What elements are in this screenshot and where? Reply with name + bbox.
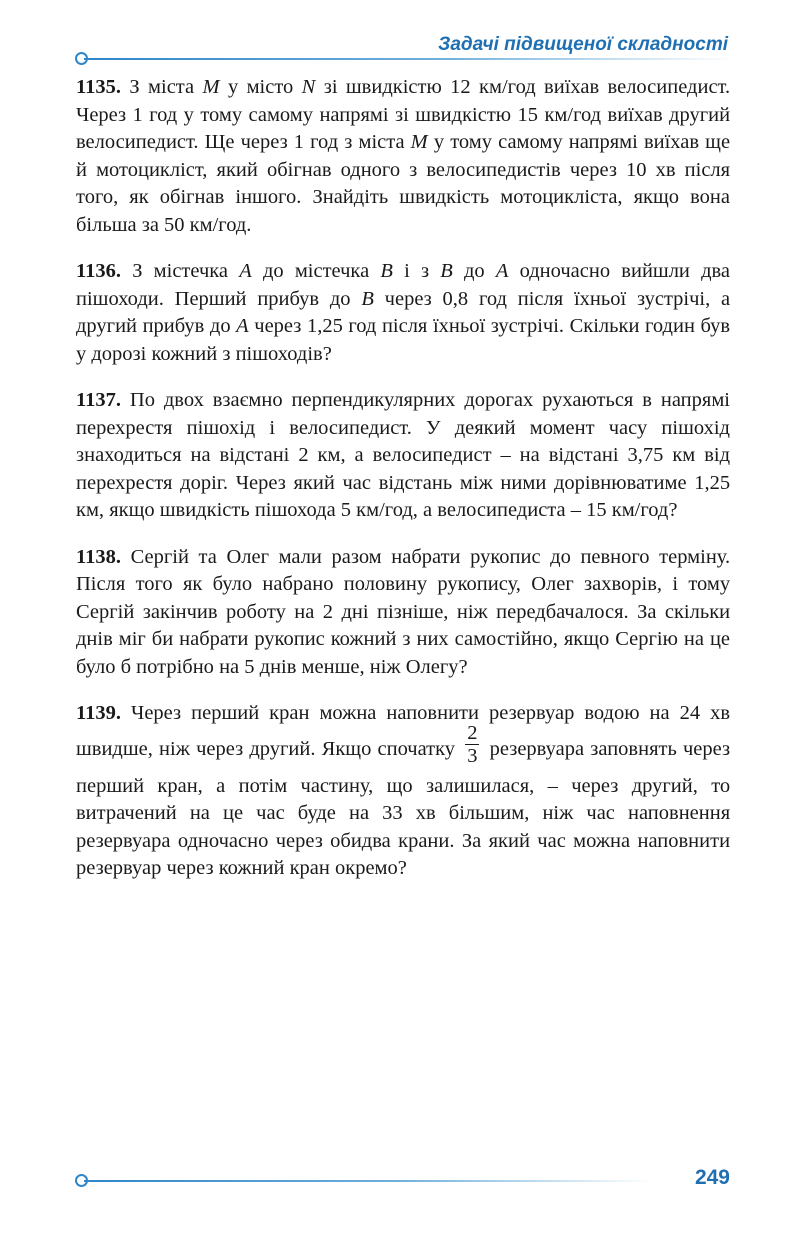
problem-text: Сергій та Олег мали разом набрати рукопис до певного терміну. Після того як було набрано половину рукопису, Олег захворів, і тому Сергій закінчив роботу на 2 дні пізніше, ніж передбачалося. За скільки днів міг би набрати рукопис кожний з них самостійно, якщо Сергію на це було б потрібно на 5 днів менше, ніж Олегу? — [76, 545, 731, 678]
problem-number: 1135. — [76, 76, 121, 98]
problem-1135 — [76, 74, 730, 239]
problem-text-after: резервуара заповнять через перший кран, а потім частину, що залишилася, – через другий, то витрачений на це час буде на 33 хв більшим, ніж час наповнення резервуара одночасно через обидва крани. За який час можна наповнити резервуар через кожний кран окремо? — [76, 737, 731, 879]
problem-text: З міста M у місто N зі швидкістю 12 км/год виїхав велосипедист. Через 1 год у тому самому напрямі зі швидкістю 15 км/год виїхав другий велосипедист. Ще через 1 год з міста M у тому самому напрямі виїхав ще й мотоцикліст, який обігнав одного з велосипедистів через 10 хв після того, як обігнав іншого. Знайдіть швидкість мотоцикліста, якщо вона більша за 50 км/год. — [76, 76, 731, 236]
footer-rule — [84, 1180, 654, 1182]
problem-number: 1138. — [76, 545, 121, 568]
problem-1139 — [76, 700, 730, 883]
problem-1136 — [76, 258, 730, 368]
fraction-numerator: 2 — [467, 721, 478, 744]
problem-text: З містечка A до містечка B і з B до A одночасно вийшли два пішоходи. Перший прибув до B через 0,8 год після їхньої зустрічі, а другий прибув до A через 1,25 год після їхньої зустрічі. Скільки годин був у дорозі кожний з пішоходів? — [76, 260, 731, 365]
fraction — [465, 722, 479, 767]
problem-number: 1137. — [76, 389, 121, 411]
problem-text: По двох взаємно перпендикулярних дорогах рухаються в напрямі перехрестя пішохід і велосипедист. У деякий момент часу пішохід знаходиться на відстані 2 км, а велосипедист – на відстані 3,75 км від перехрестя доріг. Через який час відстань між ними дорівнюватиме 1,25 км, якщо швидкість пішохода 5 км/год, а велосипедиста – 15 км/год? — [76, 389, 731, 521]
header-rule — [84, 58, 734, 60]
problems-list — [76, 74, 730, 902]
problem-number: 1136. — [76, 260, 121, 282]
problem-number: 1139. — [76, 702, 121, 724]
section-title: Задачі підвищеної складності — [438, 34, 728, 55]
fraction-denominator: 3 — [467, 744, 478, 767]
problem-text-before: Через перший кран можна наповнити резервуар водою на 24 хв швидше, ніж через другий. Якщо спочатку — [76, 702, 731, 760]
page-number: 249 — [694, 1166, 730, 1189]
problem-1137 — [76, 387, 730, 525]
problem-1138 — [76, 544, 730, 682]
